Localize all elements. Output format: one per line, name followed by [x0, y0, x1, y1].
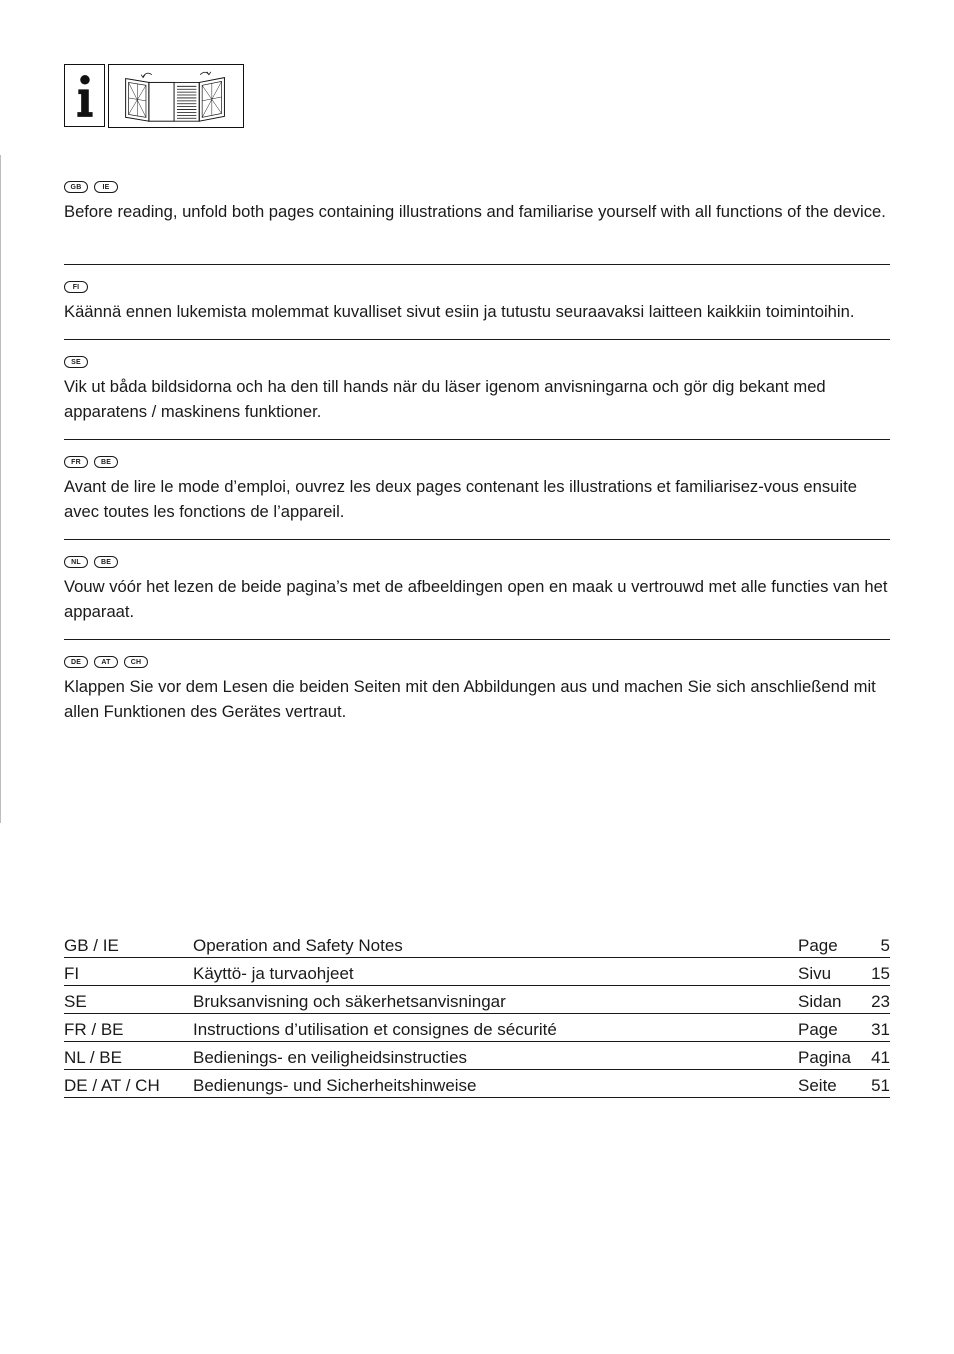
country-badges: [64, 456, 890, 470]
country-badge: DE: [64, 656, 88, 668]
country-badge: GB: [64, 181, 88, 193]
toc-page-number[interactable]: 15: [871, 964, 890, 983]
country-badges: [64, 356, 890, 370]
toc-page-word: Page: [798, 1020, 838, 1039]
toc-language: DE / AT / CH: [64, 1076, 160, 1095]
country-badge: IE: [94, 181, 118, 193]
section-nl-be: [64, 556, 890, 640]
country-badges: [64, 281, 890, 295]
instruction-text: Klappen Sie vor dem Lesen die beiden Seiten mit den Abbildungen aus und machen Sie sich anschließend mit allen Funktionen des Gerätes vertraut.: [64, 677, 876, 721]
toc-title[interactable]: Bruksanvisning och säkerhetsanvisningar: [193, 992, 506, 1011]
toc-page-number[interactable]: 31: [871, 1020, 890, 1039]
country-badges: [64, 181, 890, 195]
toc-row[interactable]: [64, 1014, 890, 1042]
instruction-text: Before reading, unfold both pages containing illustrations and familiarise yourself with all functions of the device.: [64, 202, 886, 221]
toc-row[interactable]: [64, 1042, 890, 1070]
section-fi: [64, 281, 890, 340]
section-fr-be: [64, 456, 890, 540]
toc-row[interactable]: [64, 958, 890, 986]
country-badge: BE: [94, 556, 118, 568]
instruction-text: Vouw vóór het lezen de beide pagina’s met de afbeeldingen open en maak u vertrouwd met alle functies van het apparaat.: [64, 577, 888, 621]
country-badge: NL: [64, 556, 88, 568]
section-de-at-ch: [64, 656, 890, 736]
toc-page-number[interactable]: 51: [871, 1076, 890, 1095]
toc-title[interactable]: Käyttö- ja turvaohjeet: [193, 964, 354, 983]
toc-title[interactable]: Operation and Safety Notes: [193, 936, 403, 955]
info-icon: [64, 64, 105, 127]
country-badge: FR: [64, 456, 88, 468]
country-badges: [64, 656, 890, 670]
toc-row[interactable]: [64, 986, 890, 1014]
toc-language: GB / IE: [64, 936, 119, 955]
toc-page-word: Page: [798, 936, 838, 955]
country-badge: SE: [64, 356, 88, 368]
toc-page-word: Seite: [798, 1076, 837, 1095]
country-badge: BE: [94, 456, 118, 468]
country-badges: [64, 556, 890, 570]
country-badge: AT: [94, 656, 118, 668]
toc-row[interactable]: [64, 1070, 890, 1098]
section-se: [64, 356, 890, 440]
toc-page-word: Sivu: [798, 964, 832, 983]
toc-page-number[interactable]: 5: [880, 936, 890, 955]
toc-language: FR / BE: [64, 1020, 124, 1039]
toc-page-word: Pagina: [798, 1048, 851, 1067]
section-gb-ie: [64, 181, 890, 265]
toc-language: SE: [64, 992, 87, 1011]
toc-language: NL / BE: [64, 1048, 122, 1067]
toc-page-number[interactable]: 23: [871, 992, 890, 1011]
toc-title[interactable]: Bedienungs- und Sicherheitshinweise: [193, 1076, 477, 1095]
left-margin-line: [0, 155, 1, 823]
unfold-pages-icon: [108, 64, 244, 128]
table-of-contents: [64, 930, 890, 1098]
toc-language: FI: [64, 964, 80, 983]
toc-page-number[interactable]: 41: [871, 1048, 890, 1067]
toc-title[interactable]: Bedienings- en veiligheidsinstructies: [193, 1048, 468, 1067]
toc-page-word: Sidan: [798, 992, 842, 1011]
toc-title[interactable]: Instructions d’utilisation et consignes de sécurité: [193, 1020, 557, 1039]
country-badge: FI: [64, 281, 88, 293]
instruction-text: Käännä ennen lukemista molemmat kuvalliset sivut esiin ja tutustu seuraavaksi laitteen kaikkiin toimintoihin.: [64, 302, 855, 321]
instruction-text: Avant de lire le mode d’emploi, ouvrez les deux pages contenant les illustrations et familiarisez-vous ensuite avec toutes les fonctions de l’appareil.: [64, 477, 857, 521]
instruction-text: Vik ut båda bildsidorna och ha den till hands när du läser igenom anvisningarna och gör dig bekant med apparatens / maskinens funktioner.: [64, 377, 826, 421]
toc-row[interactable]: [64, 930, 890, 958]
country-badge: CH: [124, 656, 148, 668]
